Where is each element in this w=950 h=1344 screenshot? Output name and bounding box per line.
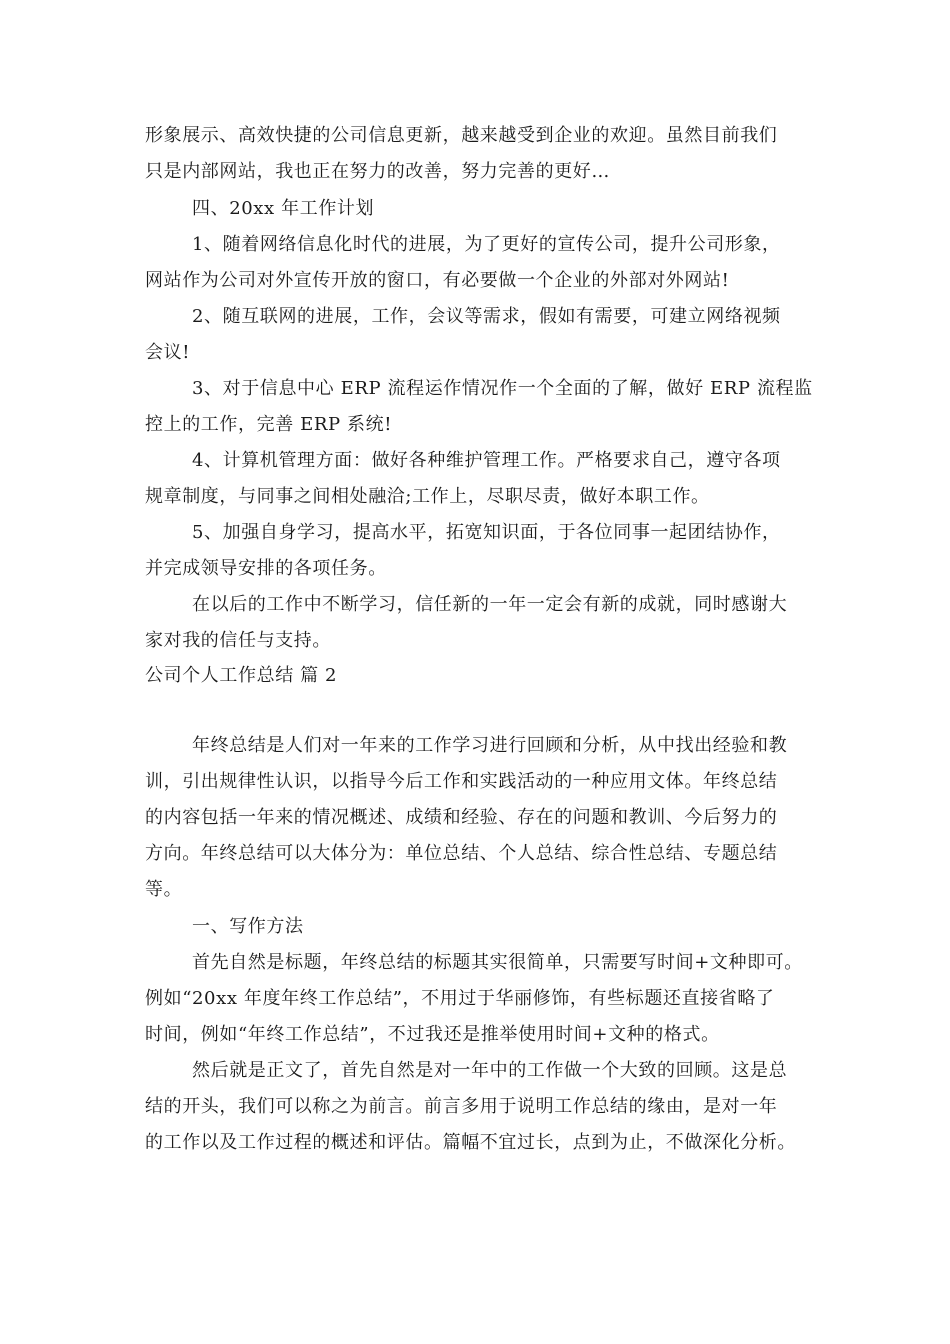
body-paragraph-line: 的工作以及工作过程的概述和评估。篇幅不宜过长，点到为止，不做深化分析。	[145, 1132, 796, 1153]
article-title: 公司个人工作总结 篇 2	[145, 665, 338, 686]
list-item-1-line: 网站作为公司对外宣传开放的窗口，有必要做一个企业的外部对外网站!	[145, 270, 730, 291]
intro-paragraph-line: 等。	[145, 879, 183, 900]
list-item-1-line: 1、随着网络信息化时代的进展，为了更好的宣传公司，提升公司形象，	[192, 234, 781, 255]
intro-paragraph-line: 方向。年终总结可以大体分为：单位总结、个人总结、综合性总结、专题总结	[145, 843, 778, 864]
list-item-5-line: 并完成领导安排的各项任务。	[145, 558, 387, 579]
paragraph-line: 只是内部网站，我也正在努力的改善，努力完善的更好…	[145, 161, 610, 182]
closing-paragraph-line: 在以后的工作中不断学习，信任新的一年一定会有新的成就，同时感谢大	[192, 594, 788, 615]
title-paragraph-line: 首先自然是标题，年终总结的标题其实很简单，只需要写时间+文种即可。	[192, 952, 803, 973]
intro-paragraph-line: 年终总结是人们对一年来的工作学习进行回顾和分析，从中找出经验和教	[192, 735, 788, 756]
body-paragraph-line: 结的开头，我们可以称之为前言。前言多用于说明工作总结的缘由，是对一年	[145, 1096, 778, 1117]
closing-paragraph-line: 家对我的信任与支持。	[145, 630, 331, 651]
paragraph-line: 形象展示、高效快捷的公司信息更新，越来越受到企业的欢迎。虽然目前我们	[145, 125, 778, 146]
list-item-2-line: 会议!	[145, 342, 191, 363]
section-heading-method: 一、写作方法	[192, 916, 304, 937]
body-paragraph-line: 然后就是正文了，首先自然是对一年中的工作做一个大致的回顾。这是总	[192, 1060, 788, 1081]
list-item-3-line: 3、对于信息中心 ERP 流程运作情况作一个全面的了解，做好 ERP 流程监	[192, 378, 813, 399]
list-item-2-line: 2、随互联网的进展，工作，会议等需求，假如有需要，可建立网络视频	[192, 306, 781, 327]
list-item-4-line: 规章制度，与同事之间相处融洽;工作上，尽职尽责，做好本职工作。	[145, 486, 710, 507]
list-item-4-line: 4、计算机管理方面：做好各种维护管理工作。严格要求自己，遵守各项	[192, 450, 781, 471]
title-paragraph-line: 时间，例如“年终工作总结”，不过我还是推举使用时间+文种的格式。	[145, 1024, 720, 1045]
title-paragraph-line: 例如“20xx 年度年终工作总结”，不用过于华丽修饰，有些标题还直接省略了	[145, 988, 775, 1009]
section-heading-plan: 四、20xx 年工作计划	[192, 198, 375, 219]
list-item-3-line: 控上的工作，完善 ERP 系统!	[145, 414, 393, 435]
list-item-5-line: 5、加强自身学习，提高水平，拓宽知识面，于各位同事一起团结协作，	[192, 522, 781, 543]
intro-paragraph-line: 训，引出规律性认识，以指导今后工作和实践活动的一种应用文体。年终总结	[145, 771, 778, 792]
intro-paragraph-line: 的内容包括一年来的情况概述、成绩和经验、存在的问题和教训、今后努力的	[145, 807, 778, 828]
